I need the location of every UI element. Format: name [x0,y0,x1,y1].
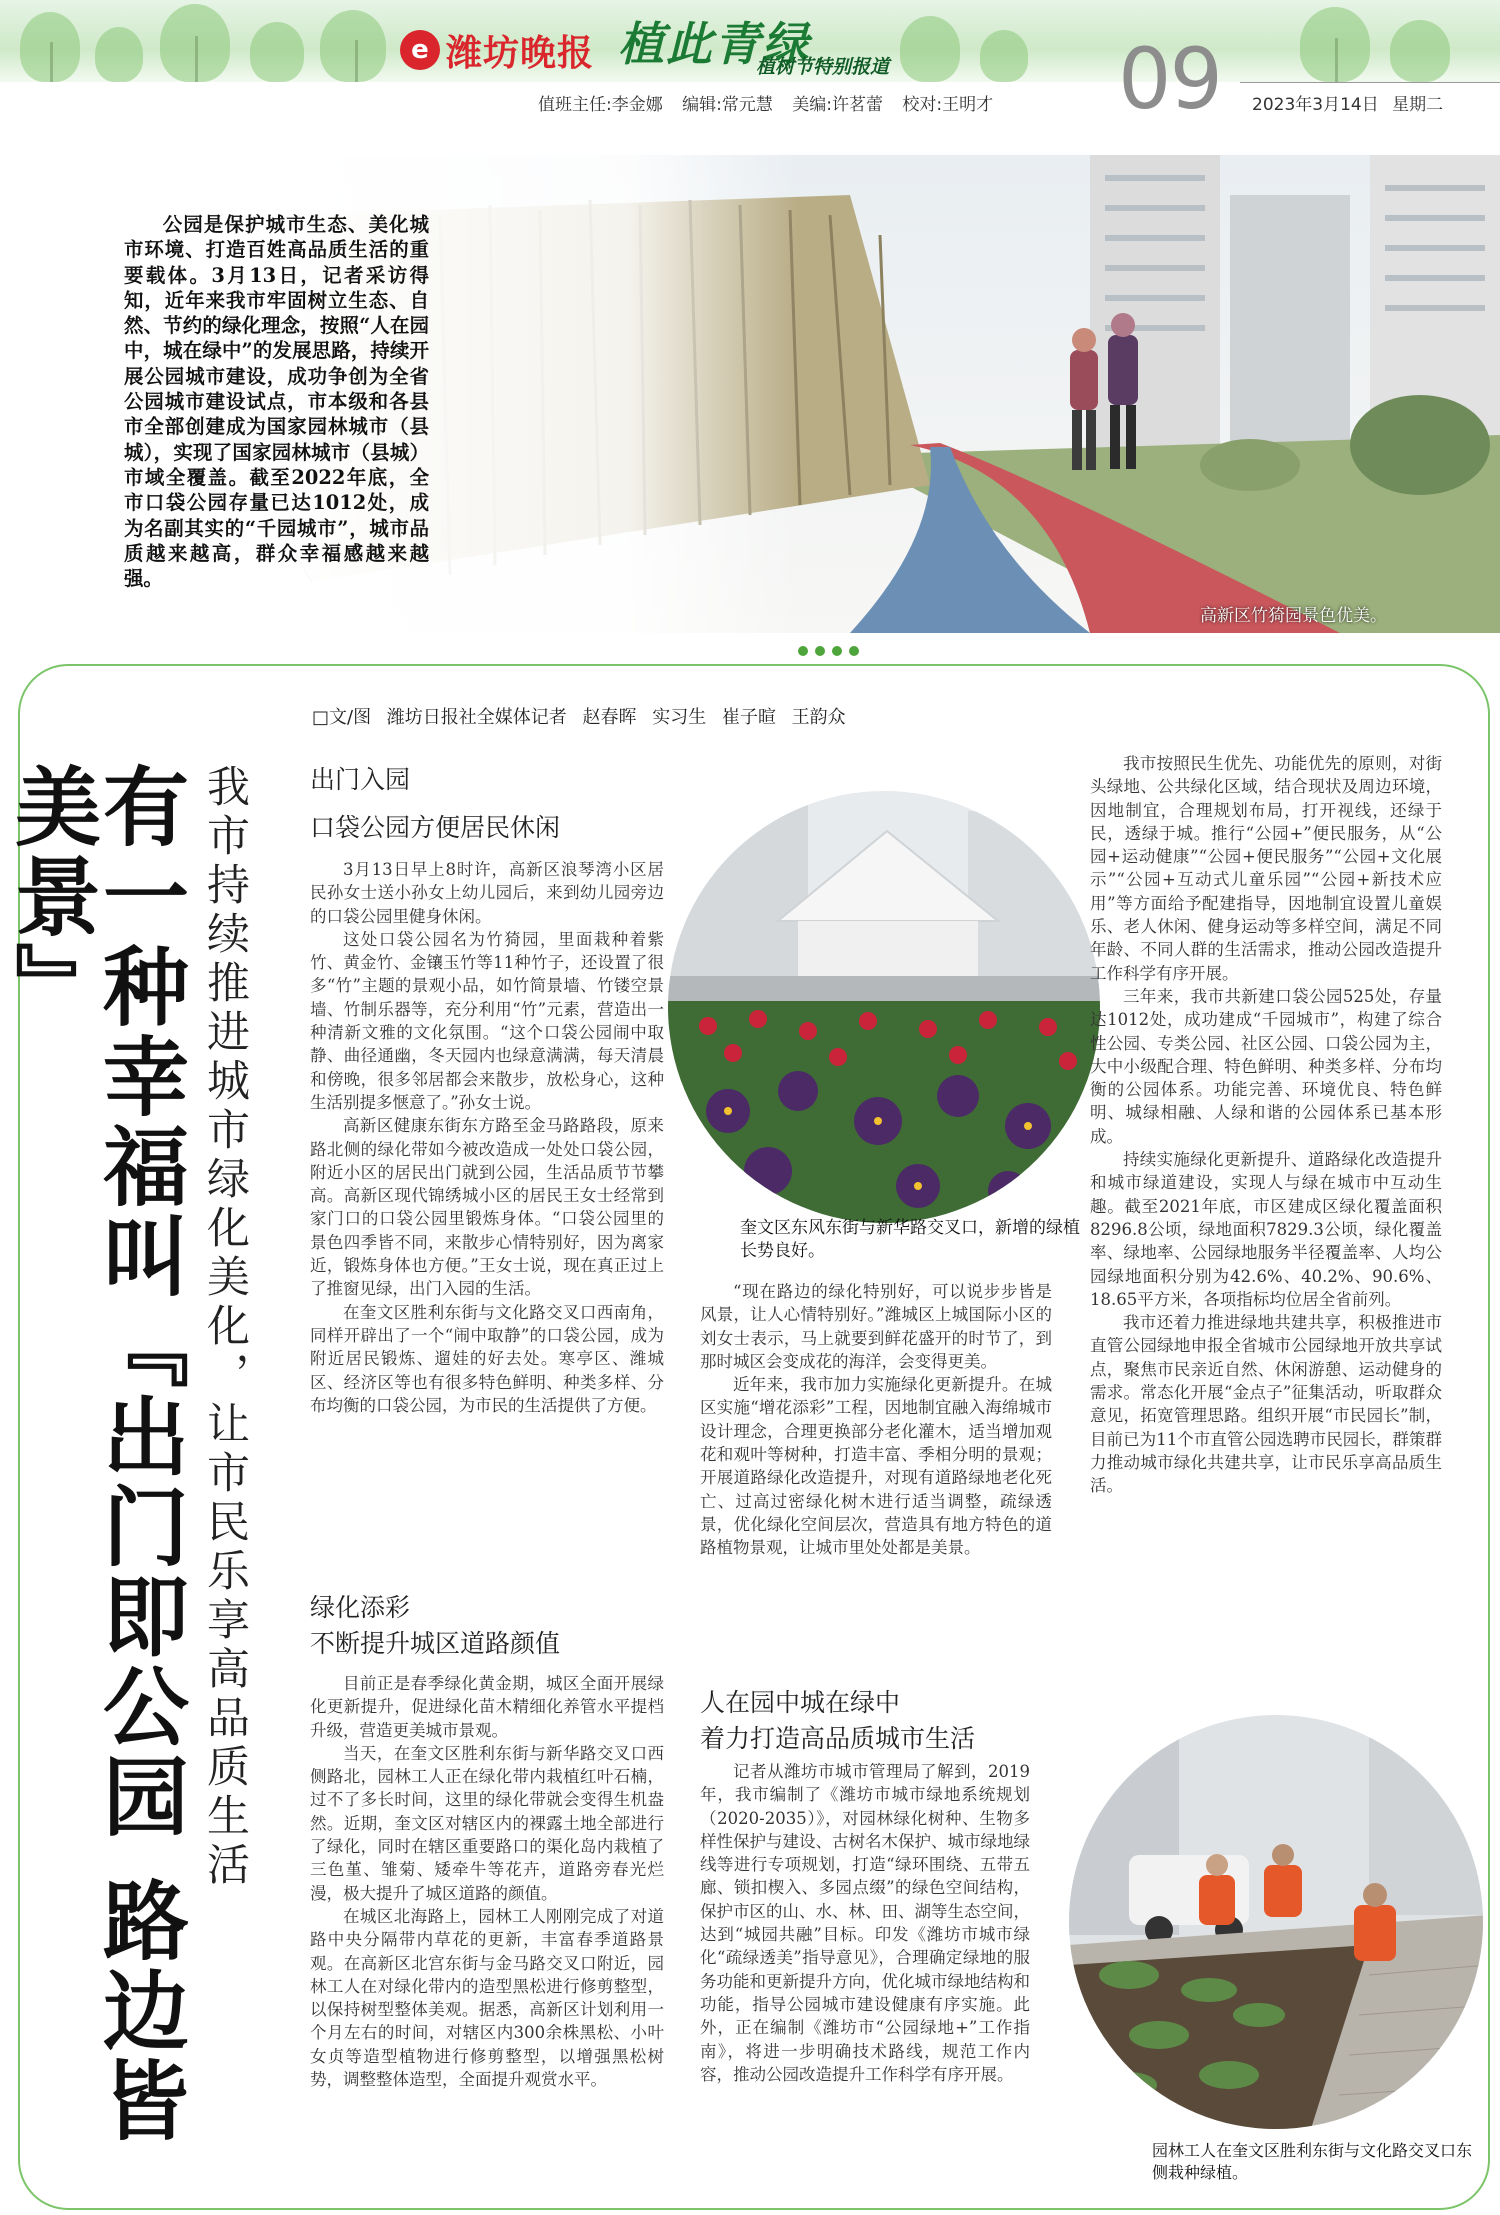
bamboo-park-illustration [290,155,1500,633]
paragraph: 3月13日早上8时许，高新区浪琴湾小区居民孙女士送小孙女上幼儿园后，来到幼儿园旁边的口袋公园里健身休闲。 [310,860,664,926]
intro-paragraph: 公园是保护城市生态、美化城市环境、打造百姓高品质生活的重要载体。3月13日，记者采访得知，近年来我市牢固树立生态、自然、节约的绿化理念，按照“人在园中，城在绿中”的发展思路，持续开展公园城市建设，成功争创为全省公园城市建设试点，市本级和各县市全部创建成为国家园林城市（县城），实现了国家园林城市（县城）市域全覆盖。截至2022年底，全市口袋公园存量已达1012处，成为名副其实的“千园城市”，城市品质越来越高，群众幸福感越来越强。 [124,213,429,591]
section-3-part1 [700,1760,1052,2086]
section-1 [310,762,664,1417]
paragraph: 持续实施绿化更新提升、道路绿化改造提升和城市绿道建设，实现人与绿在城市中互动生趣。截至2021年底，市区建成区绿化覆盖面积8296.8公顷，绿地面积7829.3公顷，绿化覆盖率、绿地率、公园绿地服务半径覆盖率、人均公园绿地面积分别为42.6%、40.2%、90.6%、18.65平方米，各项指标均位居全省前列。 [1090,1150,1442,1309]
circle-photo-2-caption: 园林工人在奎文区胜利东街与文化路交叉口东侧栽种绿植。 [1152,2141,1473,2182]
circle-photo-1-caption: 奎文区东风东街与新华路交叉口，新增的绿植长势良好。 [740,1218,1080,1261]
divider-dots [798,646,859,656]
section-2-title-line2: 不断提升城区道路颜值 [310,1629,561,1658]
circle-photo-flowers [665,788,1103,1226]
section-3-title-line2: 着力打造高品质城市生活 [700,1724,976,1753]
section-2-title-line1: 绿化添彩 [310,1593,411,1622]
byline: □文/图 潍坊日报社全媒体记者 赵春晖 实习生 崔子暄 王韵众 [312,707,846,728]
section-2-continued [700,1280,1052,1560]
paragraph: 三年来，我市共新建口袋公园525处，存量达1012处，成功建成“千园城市”，构建了综合性公园、专类公园、社区公园、口袋公园为主，大中小级配合理、特色鲜明、种类多样、分布均衡的公园体系。功能完善、环境优良、特色鲜明、城绿相融、人绿和谐的公园体系已基本形成。 [1090,986,1442,1146]
top-photo-bamboo-park [290,155,1500,633]
paragraph: 高新区健康东街东方路至金马路路段，原来路北侧的绿化带如今被改造成一处处口袋公园，附近小区的居民出门就到公园，生活品质节节攀高。高新区现代锦绣城小区的居民王女士经常到家门口的口袋公园里锻炼身体。“口袋公园里的景色四季皆不同，来散步心情特别好，因为离家近，锻炼身体也方便。”王女士说，现在真正过上了推窗见绿，出门入园的生活。 [310,1116,664,1299]
section-1-title-line2: 口袋公园方便居民休闲 [310,813,561,842]
section-2-body-part1 [310,1672,664,2091]
top-photo-caption: 高新区竹猗园景色优美。 [1200,606,1387,626]
paragraph: “现在路边的绿化特别好，可以说步步皆是风景，让人心情特别好。”潍城区上城国际小区的刘女士表示，马上就要到鲜花盛开的时节了，到那时城区会变成花的海洋，会变得更美。 [700,1282,1052,1371]
main-headline: 有一种幸福叫『出门即公园 路边皆美景』 [0,762,188,2146]
paragraph: 这处口袋公园名为竹猗园，里面栽种着紫竹、黄金竹、金镶玉竹等11种竹子，还设置了很多“竹”主题的景观小品，如竹简景墙、竹镂空景墙、竹制乐器等，充分利用“竹”元素，营造出一种清新文雅的文化氛围。“这个口袋公园闹中取静、曲径通幽，冬天园内也绿意满满，每天清晨和傍晚，很多邻居都会来散步，放松身心，这种生活别提多惬意了。”孙女士说。 [310,929,664,1112]
staff-line: 值班主任:李金娜 编辑:常元慧 美编:许茗蕾 校对:王明才 [538,95,994,115]
section-1-body [310,858,664,1417]
section-title: 植此青绿 [618,17,810,71]
logo-icon: e [400,30,440,70]
paragraph: 记者从潍坊市城市管理局了解到，2019年，我市编制了《潍坊市城市绿地系统规划（2020-2035）》，对园林绿化树种、生物多样性保护与建设、古树名木保护、城市绿地绿线等进行专项规划，打造“绿环围绕、五带五廊、锁扣楔入、多园点缀”的绿色空间结构，保护市区的山、水、林、田、湖等生态空间，达到“城园共融”目标。印发《潍坊市城市绿化“疏绿透美”指导意见》，合理确定绿地的服务功能和更新提升方向，优化城市绿地结构和功能，指导公园城市建设健康有序实施。此外，正在编制《潍坊市“公园绿地+”工作指南》，将进一步明确技术路线，规范工作内容，推动公园改造提升工作科学有序开展。 [700,1762,1030,2084]
section-3-heading [700,1685,1060,1757]
section-3-part2 [1090,752,1442,1498]
paragraph: 我市按照民生优先、功能优先的原则，对街头绿地、公共绿化区域，结合现状及周边环境，因地制宜，合理规划布局，打开视线，还绿于民，透绿于城。推行“公园+”便民服务，从“公园+运动健康”“公园+便民服务”“公园+文化展示”“公园+互动式儿童乐园”“公园+新技术应用”等方面给予配建指导，因地制宜设置儿童娱乐、老人休闲、健身运动等多样空间，满足不同年龄、不同人群的生活需求，推动公园改造提升工作科学有序开展。 [1090,754,1442,983]
header-rule [1240,82,1500,83]
circle-photo-workers [1066,1712,1486,2132]
paper-name: 潍坊晚报 [446,32,595,74]
section-3-title-line1: 人在园中城在绿中 [700,1688,901,1717]
paragraph: 我市还着力推进绿地共建共享，积极推进市直管公园绿地申报全省城市公园绿地开放共享试点，聚焦市民亲近自然、休闲游憩、运动健身的需求。常态化开展“金点子”征集活动，听取群众意见，拓宽管理思路。组织开展“市民园长”制，目前已为11个市直管公园选聘市民园长，群策群力推动城市绿化共建共享，让市民乐享高品质生活。 [1090,1313,1442,1496]
section-2 [310,1590,664,2091]
workers-planting-illustration [1069,1715,1486,2132]
page-number: 09 [1118,30,1221,128]
sub-headline: 我市持续推进城市绿化美化，让市民乐享高品质生活 [200,764,250,1891]
issue-date: 2023年3月14日 星期二 [1252,95,1444,115]
section-1-title-line1: 出门入园 [310,765,411,794]
section-subtitle: 植树节特别报道 [756,56,890,78]
paragraph: 在奎文区胜利东街与文化路交叉口西南角，同样开辟出了一个“闹中取静”的口袋公园，成为附近居民锻炼、遛娃的好去处。寒亭区、潍城区、经济区等也有很多特色鲜明、种类多样、分布均衡的口袋公园，为市民的生活提供了方便。 [310,1302,664,1415]
paragraph: 近年来，我市加力实施绿化更新提升。在城区实施“增花添彩”工程，因地制宜融入海绵城市设计理念，合理更换部分老化灌木，适当增加观花和观叶等树种，打造丰富、季相分明的景观；开展道路绿化改造提升，对现有道路绿地老化死亡、过高过密绿化树木进行适当调整，疏绿透景，优化绿化空间层次，营造具有地方特色的道路植物景观，让城市里处处都是美景。 [700,1375,1052,1558]
paragraph: 在城区北海路上，园林工人刚刚完成了对道路中央分隔带内草花的更新，丰富春季道路景观。在高新区北宫东街与金马路交叉口附近，园林工人在对绿化带内的造型黑松进行修剪整型，以保持树型整体美观。据悉，高新区计划利用一个月左右的时间，对辖区内300余株黑松、小叶女贞等造型植物进行修剪整型，以增强黑松树势，调整整体造型，全面提升观赏水平。 [310,1906,664,2090]
paragraph: 当天，在奎文区胜利东街与新华路交叉口西侧路北，园林工人正在绿化带内栽植红叶石楠，过不了多长时间，这里的绿化带就会变得生机盎然。近期，奎文区对辖区内的裸露土地全部进行了绿化，同时在辖区重要路口的渠化岛内栽植了三色堇、雏菊、矮牵牛等花卉，道路旁春光烂漫，极大提升了城区道路的颜值。 [310,1743,664,1903]
paper-logo [400,26,610,74]
flower-bed-illustration [668,791,1103,1226]
paragraph: 目前正是春季绿化黄金期，城区全面开展绿化更新提升，促进绿化苗木精细化养管水平提档升级，营造更美城市景观。 [310,1674,664,1740]
